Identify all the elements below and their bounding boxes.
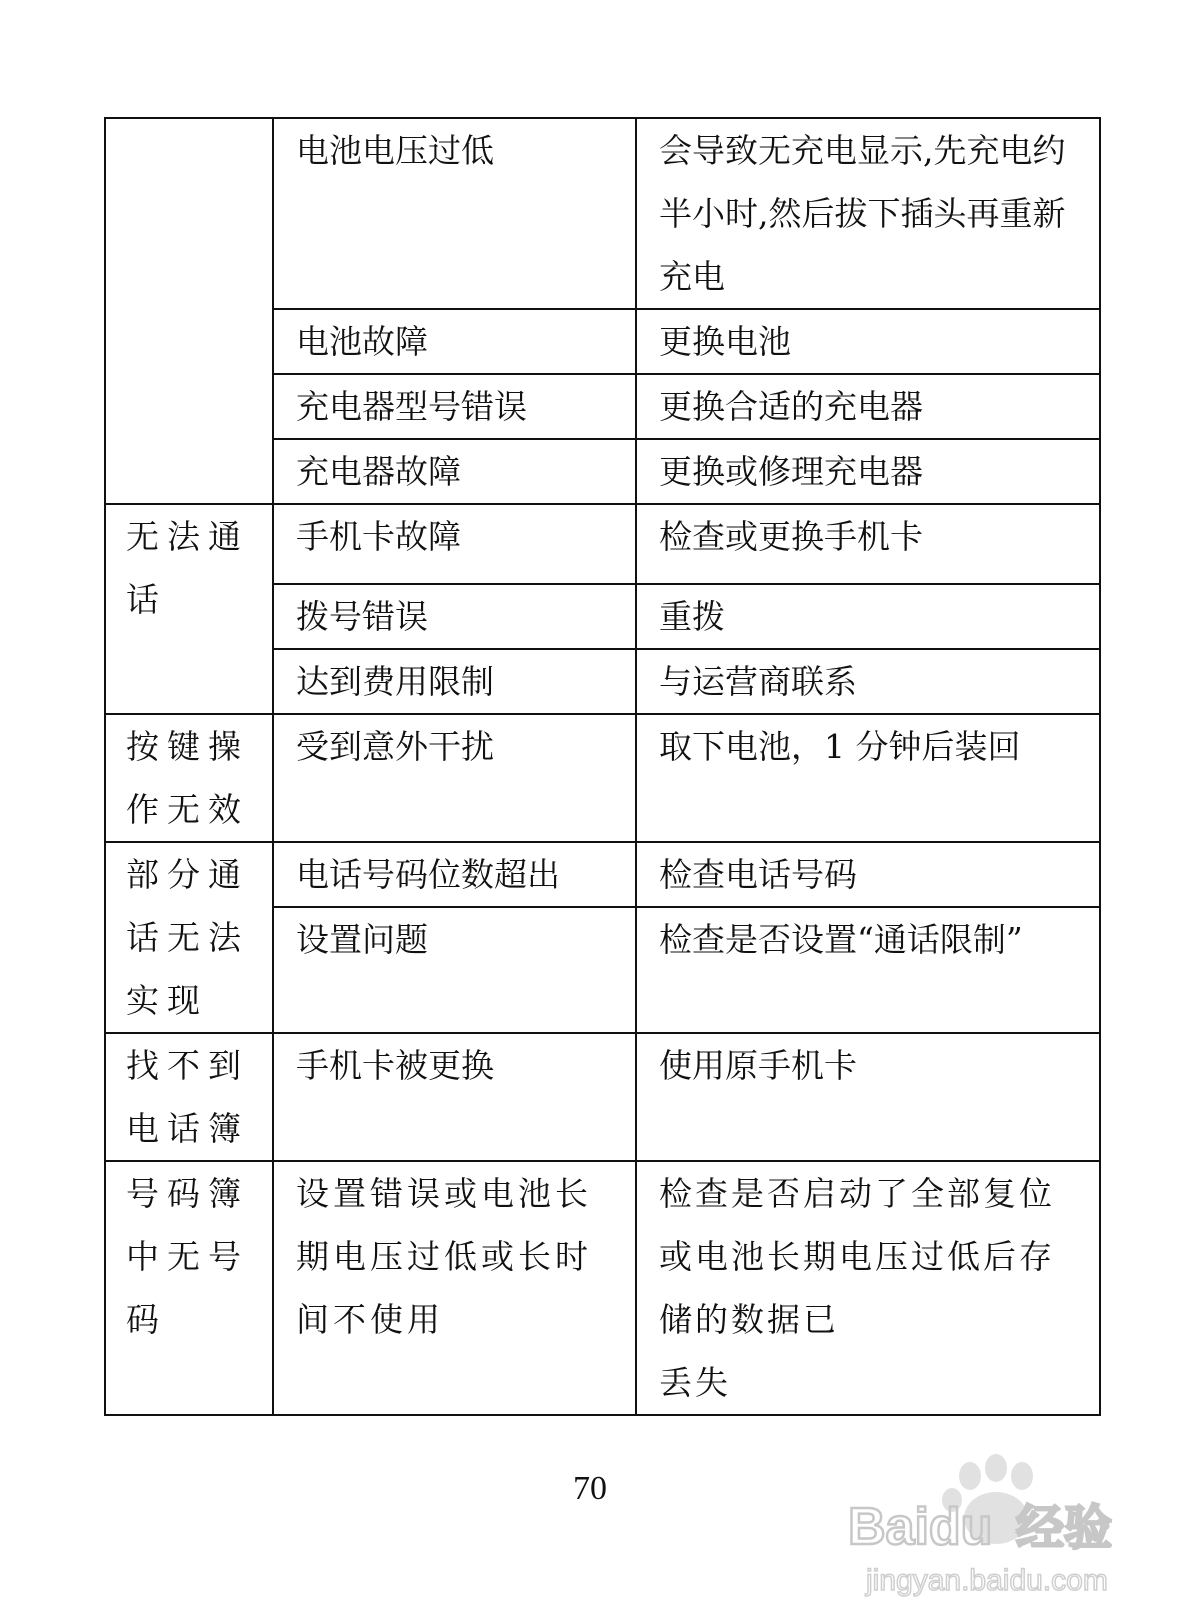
symptom-cell: 找不到电话簿 bbox=[105, 1033, 273, 1161]
solution-cell bbox=[636, 1161, 1100, 1415]
table-row bbox=[105, 1161, 1100, 1415]
cause-cell: 设置问题 bbox=[273, 907, 636, 1033]
table-row bbox=[105, 842, 1100, 907]
symptom-cell bbox=[105, 118, 273, 504]
solution-cell: 重拨 bbox=[636, 584, 1100, 649]
table-row bbox=[105, 1033, 1100, 1161]
solution-text-continued: 丢失 bbox=[659, 1363, 731, 1402]
solution-cell: 检查是否设置“通话限制” bbox=[636, 907, 1100, 1033]
solution-cell: 检查或更换手机卡 bbox=[636, 504, 1100, 584]
table-row bbox=[105, 118, 1100, 309]
watermark-brand: Baidu bbox=[848, 1498, 993, 1556]
cause-cell: 达到费用限制 bbox=[273, 649, 636, 714]
cause-cell: 手机卡故障 bbox=[273, 504, 636, 584]
solution-cell: 会导致无充电显示,先充电约半小时,然后拔下插头再重新充电 bbox=[636, 118, 1100, 309]
cause-cell: 电池电压过低 bbox=[273, 118, 636, 309]
symptom-cell: 号码簿中无号码 bbox=[105, 1161, 273, 1415]
watermark-brand-cn: 经验 bbox=[1016, 1500, 1113, 1556]
cause-cell: 电话号码位数超出 bbox=[273, 842, 636, 907]
solution-cell: 检查电话号码 bbox=[636, 842, 1100, 907]
cause-cell: 充电器故障 bbox=[273, 439, 636, 504]
table-row bbox=[105, 504, 1100, 584]
solution-cell: 使用原手机卡 bbox=[636, 1033, 1100, 1161]
symptom-cell: 部分通话无法实现 bbox=[105, 842, 273, 1033]
solution-cell: 取下电池，1 分钟后装回 bbox=[636, 714, 1100, 842]
cause-cell: 设置错误或电池长期电压过低或长时间不使用 bbox=[273, 1161, 636, 1415]
solution-cell: 更换合适的充电器 bbox=[636, 374, 1100, 439]
table-row bbox=[105, 714, 1100, 842]
symptom-cell: 无法通话 bbox=[105, 504, 273, 714]
cause-cell: 手机卡被更换 bbox=[273, 1033, 636, 1161]
troubleshooting-table bbox=[104, 117, 1101, 1416]
cause-cell: 充电器型号错误 bbox=[273, 374, 636, 439]
cause-cell: 电池故障 bbox=[273, 309, 636, 374]
solution-cell: 与运营商联系 bbox=[636, 649, 1100, 714]
solution-cell: 更换电池 bbox=[636, 309, 1100, 374]
page-number: 70 bbox=[573, 1470, 607, 1507]
solution-cell: 更换或修理充电器 bbox=[636, 439, 1100, 504]
cause-cell: 拨号错误 bbox=[273, 584, 636, 649]
solution-text: 检查是否启动了全部复位或电池长期电压过低后存储的数据已 bbox=[659, 1174, 1055, 1339]
symptom-cell: 按键操作无效 bbox=[105, 714, 273, 842]
watermark-url: jingyan.baidu.com bbox=[866, 1564, 1108, 1597]
cause-cell: 受到意外干扰 bbox=[273, 714, 636, 842]
baidu-jingyan-watermark bbox=[848, 1448, 1168, 1608]
